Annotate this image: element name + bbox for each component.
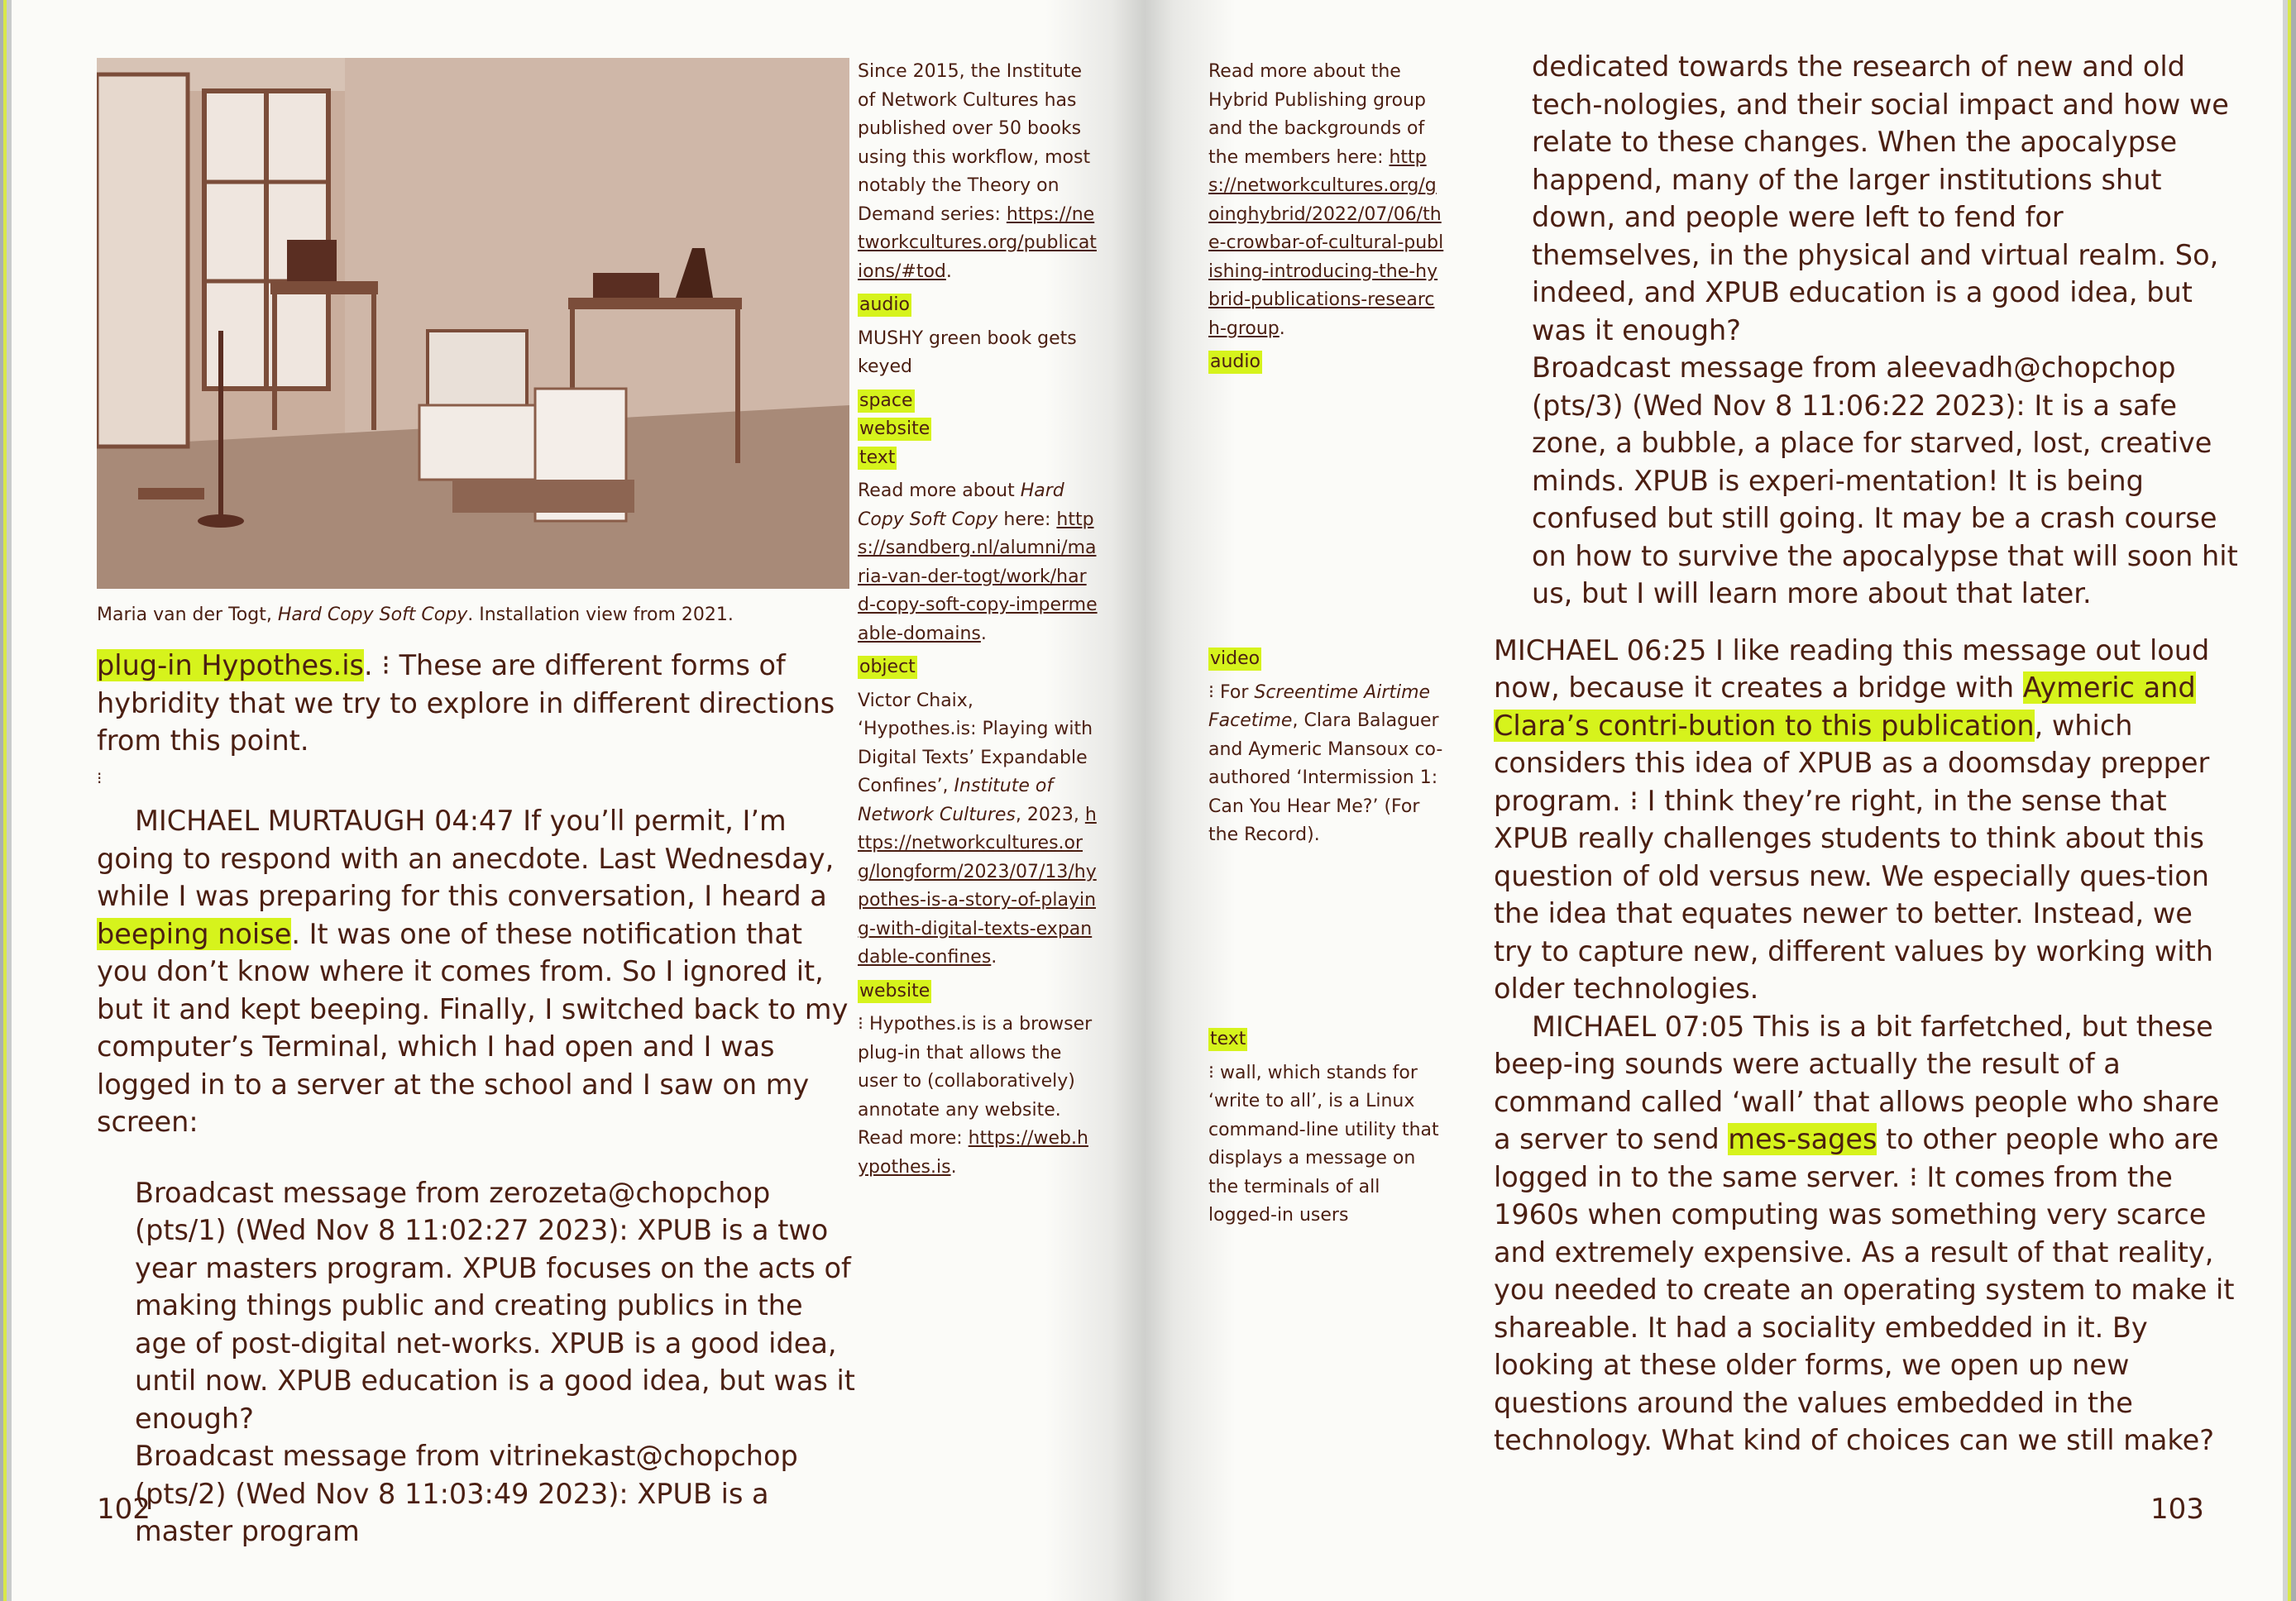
photo-caption: Maria van der Togt, Hard Copy Soft Copy. Installation view from 2021. xyxy=(97,605,734,625)
sidenote-hybrid-publishing: Read more about the Hybrid Publishing group and the backgrounds of the members here: https://networkcultures.org/goinghybrid/2022/07/06/the-crowbar-of-cultural-publishing-introducing-the-hybrid-publications-research-group. xyxy=(1208,61,1444,339)
tag-website[interactable]: website xyxy=(859,418,930,439)
right-body-text: dedicated towards the research of new and old tech-nologies, and their social impact and how we relate to these changes. When the apocalypse happend, many of the larger institutions shut down, and people were left to fend for themselves, in the physical and virtual realm. So, indeed, and XPUB education is a good idea, but was it enough? Broadcast message from aleevadh@chopchop (pts/3) (Wed Nov 8 11:06:22 2023): It is a safe zone, a bubble, a place for starved, lost, creative minds. XPUB is experi-mentation! It is being confused but still going. It may be a crash course on how to survive the apocalypse that will soon hit us, but I will learn more about that later. MICHAEL 06:25 I like reading this message out loud now, because it creates a bridge with Aymeric and Clara’s contri-bution to this publication, which considers this idea of XPUB as a doomsday prepper program. ⁝ I think they’re right, in the sense that XPUB really challenges students to think about this question of old versus new. We especially ques-tion the idea that equates newer to better. Instead, we try to capture new, different values by working with older technologies. MICHAEL 07:05 This is a bit farfetched, but these beep-ing sounds were actually the result of a command called ‘wall’ that allows people who share a server to send mes-sages to other people who are logged in to the same server. ⁝ It comes from the 1960s when computing was something very scarce and extremely expensive. As a result of that reality, you needed to create an operating system to make it shareable. It had a sociality embedded in it. By looking at these older forms, we open up new questions around the values embedded in the technology. What kind of choices can we still make? xyxy=(1494,48,2238,1460)
page-edge-right xyxy=(2283,0,2296,1601)
highlight-beeping-noise[interactable]: beeping noise xyxy=(97,917,292,950)
link-hypothes-longform[interactable]: https://networkcultures.org/longform/2023/07/13/hypothes-is-a-story-of-playing-with-digital-texts-expandable-confines xyxy=(858,804,1097,968)
right-sidenotes-mid xyxy=(1208,645,1444,855)
highlight-hypothesis[interactable]: plug-in Hypothes.is xyxy=(97,649,364,681)
highlight-messages[interactable]: mes-sages xyxy=(1728,1123,1877,1155)
sidenote-chaix: Victor Chaix, ‘Hypothes.is: Playing with Digital Texts’ Expandable Confines’, Institute of Network Cultures, 2023, https://networkcultures.org/longform/2023/07/13/hypothes-is-a-story-of-playing-with-digital-texts-expandable-confines. xyxy=(858,690,1097,968)
installation-image xyxy=(97,58,849,589)
left-page xyxy=(12,0,1145,1601)
page-edge-left xyxy=(0,0,12,1601)
right-sidenotes-bottom xyxy=(1208,1025,1444,1235)
tag-text-right[interactable]: text xyxy=(1210,1029,1246,1049)
sidenote-hypothesis: ⁝ Hypothes.is is a browser plug-in that allows the user to (collaboratively) annotate any website. Read more: https://web.hypothes.is. xyxy=(858,1014,1093,1178)
annotation-marker[interactable]: ⁝ xyxy=(97,767,103,788)
tag-text[interactable]: text xyxy=(859,447,896,468)
page-number-left: 102 xyxy=(97,1493,151,1526)
tag-object[interactable]: object xyxy=(859,657,916,677)
right-page xyxy=(1145,0,2283,1601)
link-web-hypothesis[interactable]: https://web.hypothes.is xyxy=(858,1128,1088,1178)
tag-space[interactable]: space xyxy=(859,389,913,411)
broadcast-quote-3: Broadcast message from aleevadh@chopchop (pts/3) (Wed Nov 8 11:06:22 2023): It is a safe zone, a bubble, a place for starved, lost, creative minds. XPUB is experi-mentation! It is being confused but still going. It may be a crash course on how to survive the apocalypse that will soon hit us, but I will learn more about that later. xyxy=(1532,351,2238,609)
highlight-aymeric-clara[interactable]: Aymeric and Clara’s contri-bution to this publication xyxy=(1494,671,2196,742)
sidenote-inc-books: Since 2015, the Institute of Network Cultures has published over 50 books using this workflow, most notably the Theory on Demand series: https://networkcultures.org/publications/#tod. xyxy=(858,61,1097,282)
right-sidenotes xyxy=(1208,58,1444,382)
sidenote-wall: ⁝ wall, which stands for ‘write to all’, is a Linux command-line utility that displays a message on the terminals of all logged-in users xyxy=(1208,1062,1439,1226)
sidenote-mushy: MUSHY green book gets keyed xyxy=(858,327,1077,377)
tag-audio-right[interactable]: audio xyxy=(1210,351,1260,372)
link-networkcultures-publications[interactable]: https://networkcultures.org/publications/#tod xyxy=(858,203,1097,282)
broadcast-quote-continued: dedicated towards the research of new and old tech-nologies, and their social impact and how we relate to these changes. When the apocalypse happend, many of the larger institutions shut down, and people were left to fend for themselves, in the physical and virtual realm. So, indeed, and XPUB education is a good idea, but was it enough? xyxy=(1532,50,2229,346)
link-sandberg[interactable]: https://sandberg.nl/alumni/maria-van-der-togt/work/hard-copy-soft-copy-impermeable-domains xyxy=(858,509,1098,644)
installation-photo xyxy=(97,58,849,589)
tag-website-2[interactable]: website xyxy=(859,980,930,1001)
broadcast-quote-2: Broadcast message from vitrinekast@chopchop (pts/2) (Wed Nov 8 11:03:49 2023): XPUB is a master program xyxy=(135,1440,798,1547)
sidenote-screentime: ⁝ For Screentime Airtime Facetime, Clara Balaguer and Aymeric Mansoux co-authored ‘Intermission 1: Can You Hear Me?’ (For the Record). xyxy=(1208,681,1443,845)
page-number-right: 103 xyxy=(2150,1493,2204,1526)
left-body-text: plug-in Hypothes.is. ⁝ These are different forms of hybridity that we try to explore in different directions from this point. ⁝ MICHAEL MURTAUGH 04:47 If you’ll permit, I’m going to respond with an anecdote. Last Wednesday, while I was preparing for this conversation, I heard a beeping noise. It was one of these notification that you don’t know where it comes from. So I ignored it, but it and kept beeping. Finally, I switched back to my computer’s Terminal, which I had open and I was logged in to a server at the school and I saw on my screen: Broadcast message from zerozeta@chopchop (pts/1) (Wed Nov 8 11:02:27 2023): XPUB is a two year masters program. XPUB focuses on the acts of making things public and creating publics in the age of post-digital net-works. XPUB is a good idea, until now. XPUB education is a good idea, but was it enough? Broadcast message from vitrinekast@chopchop (pts/2) (Wed Nov 8 11:03:49 2023): XPUB is a master program xyxy=(97,647,858,1551)
link-going-hybrid[interactable]: https://networkcultures.org/goinghybrid/2022/07/06/the-crowbar-of-cultural-publishing-introducing-the-hybrid-publications-research-group xyxy=(1208,146,1444,339)
sidenote-hard-copy: Read more about Hard Copy Soft Copy here: https://sandberg.nl/alumni/maria-van-der-togt/work/hard-copy-soft-copy-impermeable-domains. xyxy=(858,480,1098,644)
left-sidenotes xyxy=(858,58,1098,1187)
tag-video[interactable]: video xyxy=(1210,648,1260,669)
broadcast-quote-1: Broadcast message from zerozeta@chopchop (pts/1) (Wed Nov 8 11:02:27 2023): XPUB is a two year masters program. XPUB focuses on the acts of making things public and creating publics in the age of post-digital net-works. XPUB is a good idea, until now. XPUB education is a good idea, but was it enough? xyxy=(135,1176,855,1435)
tag-audio[interactable]: audio xyxy=(859,294,910,315)
